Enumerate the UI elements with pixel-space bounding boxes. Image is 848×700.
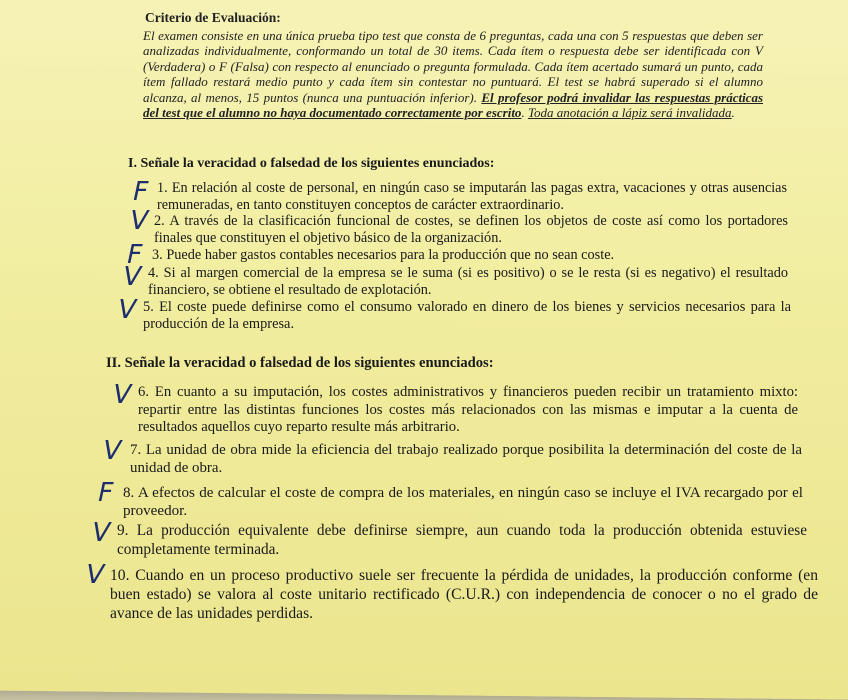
question-number: 9. [117,522,129,539]
question-text: El coste puede definirse como el consumo valorado en dinero de los bienes y servicios necesarios para la producción de la empresa. [143,299,791,332]
answer-mark-4: V [119,262,144,292]
question-6 [138,384,798,437]
criteria-title: Criterio de Evaluación: [145,10,281,25]
question-2 [154,213,788,247]
criteria-warning: El profesor podrá invalidar las respuestas prácticas del test que el alumno no haya documentado correctamente por escrito [143,89,764,121]
question-number: 4. [148,265,159,281]
answer-mark-9: V [88,518,113,548]
answer-mark-10: V [82,560,107,590]
question-number: 5. [143,299,154,315]
question-text: En cuanto a su imputación, los costes administrativos y financieros pueden recibir un tratamiento mixto: repartir entre las distintas funciones los costes más relacionados con las mismas e imputar a la cuenta de resultados aquellos cuyo reparto resulte más arbitrario. [138,384,798,435]
question-9 [117,522,807,559]
question-number: 2. [154,213,165,229]
answer-mark-7: V [99,436,124,466]
question-number: 6. [138,384,150,400]
question-text: Si al margen comercial de la empresa se le suma (si es positivo) o se le resta (si es negativo) el resultado financiero, se obtiene el resultado de explotación. [148,265,788,298]
answer-mark-6: V [109,380,134,410]
question-4 [148,265,788,299]
question-8 [123,484,803,520]
question-text: Puede haber gastos contables necesarios para la producción que no sean coste. [166,247,615,263]
question-1 [157,180,787,214]
answer-mark-1: F [129,177,152,207]
question-number: 8. [123,485,135,501]
answer-mark-2: V [126,206,151,236]
question-text: A través de la clasificación funcional de costes, se definen los objetos de coste así como los portadores finales que constituyen el objetivo básico de la organización. [154,213,788,246]
section-1-title: I. Señale la veracidad o falsedad de los siguientes enunciados: [128,156,495,171]
question-5 [143,299,791,333]
question-text: La producción equivalente debe definirse siempre, aun cuando toda la producción obtenida estuviese completamente terminada. [117,522,807,558]
question-number: 10. [110,567,130,584]
question-text: En relación al coste de personal, en ningún caso se imputarán las pagas extra, vacaciones y otras ausencias remuneradas, en tanto constituyen conceptos de carácter extraordinario. [157,180,787,213]
criteria-text: El examen consiste en una única prueba tipo test que consta de 6 preguntas, cada una con 5 respuestas que deben ser analizadas individualmente, conformando un total de 30 items. Cada ítem o respuesta debe ser identificada con V (Verdadera) o F (Falsa) con respecto al enunciado o pregunta formulada. Cada ítem acertado sumará un punto, cada ítem fallado restará medio punto y cada ítem sin contestar no puntuará. El test se habrá superado si el alumno alcanza, al menos, 15 puntos (nunca una puntuación inferior). El profesor podrá invalidar las respuestas prácticas del test que el alumno no haya documentado correctamente por escrito. Toda anotación a lápiz será invalidada. [143,28,764,121]
question-number: 3. [152,247,163,263]
answer-mark-3: F [123,240,146,270]
question-number: 7. [130,442,142,458]
question-text: Cuando en un proceso productivo suele ser frecuente la pérdida de unidades, la producción conforme (en buen estado) se valora al coste unitario rectificado (C.U.R.) con independencia de conocer o no el grado de avance de las unidades perdidas. [110,567,818,622]
answer-mark-5: V [114,295,139,325]
question-number: 1. [157,180,168,196]
criteria-body: El examen consiste en una única prueba tipo test que consta de 6 preguntas, cada una con 5 respuestas que deben ser analizadas individualmente, conformando un total de 30 items. Cada ítem o respuesta debe ser identificada con V (Verdadera) o F (Falsa) con respecto al enunciado o pregunta formulada. Cada ítem acertado sumará un punto, cada ítem fallado restará medio punto y cada ítem sin contestar no puntuará. El test se habrá superado si el alumno alcanza, al menos, 15 puntos (nunca una puntuación inferior). [143,28,763,105]
section-2-title: II. Señale la veracidad o falsedad de los siguientes enunciados: [106,355,494,371]
question-7 [130,441,802,477]
question-10 [110,566,818,623]
answer-mark-8: F [94,478,117,508]
criteria-pencil-note: Toda anotación a lápiz será invalidada [527,105,732,121]
question-3 [152,247,792,264]
question-text: A efectos de calcular el coste de compra de los materiales, en ningún caso se incluye el IVA recargado por el proveedor. [123,485,803,519]
question-text: La unidad de obra mide la eficiencia del trabajo realizado porque posibilita la determinación del coste de la unidad de obra. [130,442,802,476]
